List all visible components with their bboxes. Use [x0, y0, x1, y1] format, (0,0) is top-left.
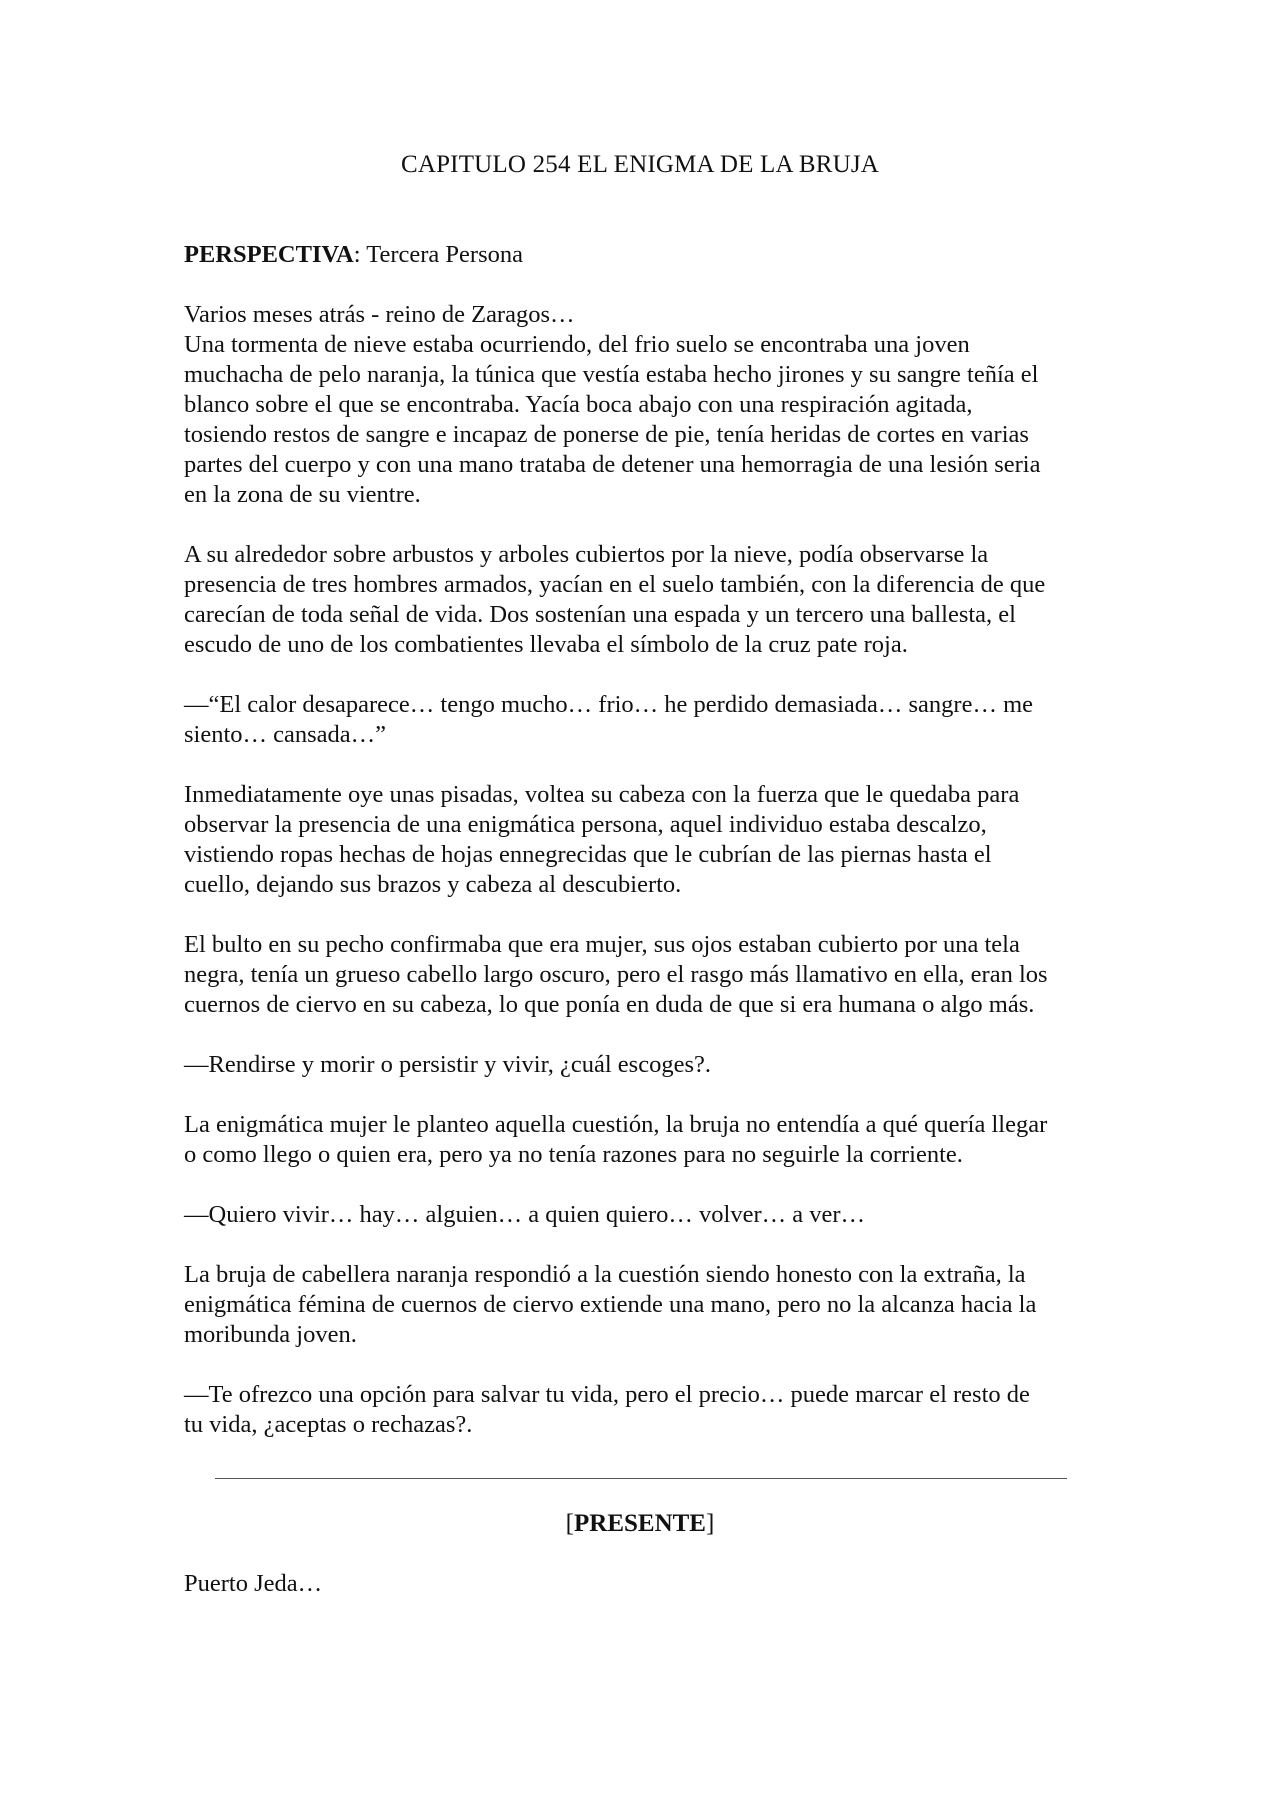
paragraph-line: escudo de uno de los combatientes llevaba el símbolo de la cruz pate roja. — [184, 631, 908, 658]
paragraph — [184, 780, 1096, 900]
paragraph-line: o como llego o quien era, pero ya no tenía razones para no seguirle la corriente. — [184, 1141, 963, 1168]
paragraph-line: en la zona de su vientre. — [184, 481, 421, 508]
paragraph-line: A su alrededor sobre arbustos y arboles cubiertos por la nieve, podía observarse la — [184, 541, 989, 568]
paragraph-line: —Rendirse y morir o persistir y vivir, ¿cuál escoges?. — [184, 1051, 711, 1078]
paragraph-line: vistiendo ropas hechas de hojas ennegrecidas que le cubrían de las piernas hasta el — [184, 841, 992, 868]
paragraph — [184, 690, 1096, 750]
paragraph — [184, 1380, 1096, 1440]
paragraph-line: Una tormenta de nieve estaba ocurriendo, del frio suelo se encontraba una joven — [184, 331, 970, 358]
paragraph-line: cuello, dejando sus brazos y cabeza al descubierto. — [184, 871, 682, 898]
paragraph-line: moribunda joven. — [184, 1321, 357, 1348]
section-heading — [184, 1509, 1096, 1539]
paragraph-line: —Quiero vivir… hay… alguien… a quien quiero… volver… a ver… — [184, 1201, 866, 1228]
perspective-line — [184, 240, 1096, 270]
paragraph-line: La bruja de cabellera naranja respondió a la cuestión siendo honesto con la extraña, la — [184, 1261, 1026, 1288]
paragraph-line: tu vida, ¿aceptas o rechazas?. — [184, 1411, 473, 1438]
paragraph — [184, 1050, 1096, 1080]
paragraph-line: siento… cansada…” — [184, 721, 387, 748]
paragraph — [184, 1260, 1096, 1350]
section-divider — [215, 1478, 1067, 1479]
body-paragraphs — [184, 300, 1096, 1440]
paragraph-line: carecían de toda señal de vida. Dos sostenían una espada y un tercero una ballesta, el — [184, 601, 1016, 628]
paragraph-line: La enigmática mujer le planteo aquella cuestión, la bruja no entendía a qué quería llegar — [184, 1111, 1048, 1138]
paragraph — [184, 1110, 1096, 1170]
paragraph-line: Inmediatamente oye unas pisadas, voltea su cabeza con la fuerza que le quedaba para — [184, 781, 1020, 808]
paragraph-line: El bulto en su pecho confirmaba que era mujer, sus ojos estaban cubierto por una tela — [184, 931, 1020, 958]
paragraph-line: cuernos de ciervo en su cabeza, lo que ponía en duda de que si era humana o algo más. — [184, 991, 1035, 1018]
section-open-bracket: [ — [565, 1510, 574, 1537]
paragraph-line: observar la presencia de una enigmática persona, aquel individuo estaba descalzo, — [184, 811, 987, 838]
paragraph-line: presencia de tres hombres armados, yacían en el suelo también, con la diferencia de que — [184, 571, 1046, 598]
paragraph-line: blanco sobre el que se encontraba. Yacía boca abajo con una respiración agitada, — [184, 391, 973, 418]
paragraph-line: negra, tenía un grueso cabello largo oscuro, pero el rasgo más llamativo en ella, eran los — [184, 961, 1048, 988]
closing-line: Puerto Jeda… — [184, 1570, 323, 1597]
perspective-value: Tercera Persona — [360, 241, 523, 268]
paragraph-line: —“El calor desaparece… tengo mucho… frio… he perdido demasiada… sangre… me — [184, 691, 1034, 718]
perspective-separator: : — [353, 241, 361, 268]
paragraph — [184, 300, 1096, 510]
paragraph-line: muchacha de pelo naranja, la túnica que vestía estaba hecho jirones y su sangre teñía el — [184, 361, 1039, 388]
paragraph-line: Varios meses atrás - reino de Zaragos… — [184, 301, 575, 328]
section-heading-word: PRESENTE — [574, 1510, 706, 1537]
paragraph — [184, 1200, 1096, 1230]
paragraph-line: tosiendo restos de sangre e incapaz de ponerse de pie, tenía heridas de cortes en varias — [184, 421, 1029, 448]
paragraph — [184, 930, 1096, 1020]
section-close-bracket: ] — [705, 1510, 715, 1537]
paragraph-line: enigmática fémina de cuernos de ciervo extiende una mano, pero no la alcanza hacia la — [184, 1291, 1037, 1318]
perspective-label: PERSPECTIVA — [184, 241, 354, 268]
paragraph — [184, 540, 1096, 660]
paragraph-line: partes del cuerpo y con una mano trataba de detener una hemorragia de una lesión seria — [184, 451, 1041, 478]
chapter-title: CAPITULO 254 EL ENIGMA DE LA BRUJA — [400, 151, 880, 178]
paragraph-line: —Te ofrezco una opción para salvar tu vida, pero el precio… puede marcar el resto de — [184, 1381, 1030, 1408]
